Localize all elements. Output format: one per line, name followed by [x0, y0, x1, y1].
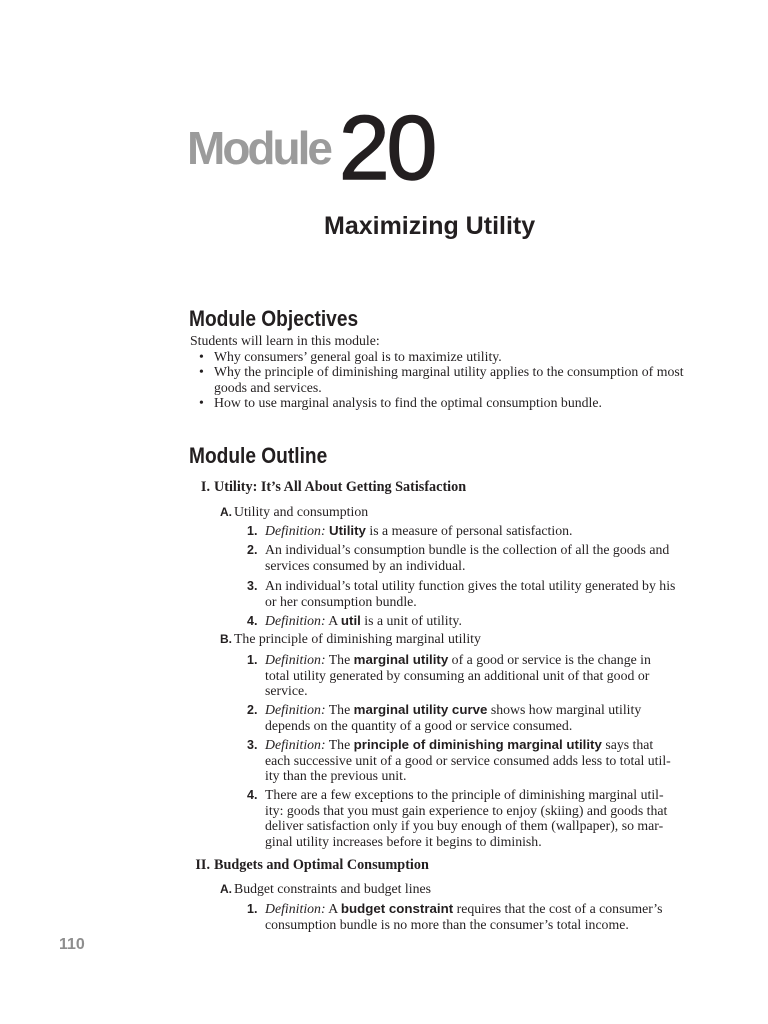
objectives-heading: Module Objectives — [189, 306, 359, 331]
definition-connector: A — [325, 901, 341, 916]
item-line — [265, 737, 671, 753]
module-number: 20 — [339, 98, 435, 199]
outline-item — [247, 523, 572, 540]
item-number: 1. — [247, 902, 258, 916]
item-line: An individual’s consumption bundle is the collection of all the goods and — [265, 542, 670, 557]
subsection-title: The principle of diminishing marginal utility — [234, 631, 481, 646]
item-line: There are a few exceptions to the principle of diminishing marginal util- — [265, 787, 664, 802]
item-line: total utility generated by consuming an additional unit of that good or — [265, 667, 650, 683]
item-line — [265, 901, 663, 917]
item-line: consumption bundle is no more than the consumer’s total income. — [265, 916, 629, 932]
definition-text: of a good or service is the change in — [448, 652, 651, 667]
definition-label: Definition: — [265, 523, 326, 538]
subsection-letter: A. — [220, 505, 232, 519]
page-number: 110 — [59, 936, 85, 953]
bullet-text: goods and services. — [214, 379, 322, 395]
item-line — [265, 652, 651, 668]
bullet-text: How to use marginal analysis to find the optimal consumption bundle. — [214, 395, 602, 411]
key-term: marginal utility — [353, 652, 449, 667]
item-line — [265, 523, 572, 539]
subsection-title: Utility and consumption — [234, 504, 369, 519]
objective-bullet — [199, 364, 684, 395]
item-line: deliver satisfaction only if you buy enough of them (wallpaper), so mar- — [265, 818, 664, 834]
outline-heading: Module Outline — [189, 443, 328, 468]
outline-subsection — [220, 881, 431, 898]
outline-item — [247, 702, 641, 733]
outline-section — [185, 858, 429, 874]
outline-item — [247, 901, 663, 932]
item-number: 4. — [247, 614, 258, 628]
section-numeral: II. — [195, 857, 210, 873]
item-line: ity: goods that you must gain experience to enjoy (skiing) and goods that — [265, 802, 668, 818]
subsection-title: Budget constraints and budget lines — [234, 881, 431, 896]
definition-label: Definition: — [265, 652, 326, 667]
outline-item — [247, 652, 651, 699]
outline-item — [247, 737, 671, 784]
key-term: Utility — [329, 523, 366, 538]
definition-label: Definition: — [265, 901, 326, 916]
item-line: depends on the quantity of a good or service consumed. — [265, 717, 573, 733]
item-number: 3. — [247, 738, 258, 752]
definition-connector: The — [325, 702, 354, 717]
subsection-letter: A. — [220, 882, 232, 896]
key-term: principle of diminishing marginal utility — [353, 737, 602, 752]
outline-item — [247, 578, 675, 609]
bullet-icon: • — [199, 364, 204, 380]
definition-text: requires that the cost of a consumer’s — [453, 901, 663, 916]
item-line: each successive unit of a good or service consumed adds less to total util- — [265, 752, 671, 768]
item-number: 3. — [247, 579, 258, 593]
outline-section — [185, 480, 466, 496]
outline-item — [247, 542, 669, 573]
outline-item — [247, 787, 667, 849]
item-line: or her consumption bundle. — [265, 593, 417, 609]
page-title: Maximizing Utility — [324, 212, 536, 240]
objective-bullet — [199, 395, 684, 411]
definition-text: says that — [601, 737, 654, 752]
objective-bullet — [199, 349, 684, 365]
item-number: 2. — [247, 543, 258, 557]
item-line — [265, 702, 641, 718]
bullet-icon: • — [199, 395, 204, 411]
item-line — [265, 613, 462, 629]
subsection-letter: B. — [220, 632, 232, 646]
definition-label: Definition: — [265, 737, 326, 752]
key-term: budget constraint — [340, 901, 454, 916]
definition-text: shows how marginal utility — [487, 702, 642, 717]
outline-subsection — [220, 504, 368, 521]
item-number: 4. — [247, 788, 258, 802]
item-line: An individual’s total utility function gives the total utility generated by his — [265, 578, 676, 593]
item-line: ginal utility increases before it begins to diminish. — [265, 833, 542, 849]
item-line: services consumed by an individual. — [265, 557, 466, 573]
definition-label: Definition: — [265, 613, 326, 628]
bullet-text: Why consumers’ general goal is to maximize utility. — [214, 348, 502, 364]
key-term: marginal utility curve — [353, 702, 488, 717]
outline-item — [247, 613, 462, 630]
item-number: 1. — [247, 653, 258, 667]
section-numeral: I. — [200, 479, 210, 495]
objectives-block — [190, 333, 684, 411]
definition-connector: The — [325, 737, 354, 752]
definition-text: is a measure of personal satisfaction. — [365, 523, 573, 538]
item-number: 1. — [247, 524, 258, 538]
bullet-text: Why the principle of diminishing marginal utility applies to the consumption of most — [214, 364, 684, 380]
outline-subsection — [220, 631, 481, 648]
definition-connector: A — [325, 613, 341, 628]
item-number: 2. — [247, 703, 258, 717]
item-line: ity than the previous unit. — [265, 768, 407, 784]
definition-connector: The — [325, 652, 354, 667]
module-label: Module — [187, 122, 330, 174]
objectives-intro: Students will learn in this module: — [190, 333, 380, 348]
key-term: util — [340, 613, 361, 628]
item-line: service. — [265, 683, 308, 699]
section-title: Budgets and Optimal Consumption — [214, 857, 429, 873]
definition-text: is a unit of utility. — [360, 613, 462, 628]
definition-label: Definition: — [265, 702, 326, 717]
section-title: Utility: It’s All About Getting Satisfaction — [214, 479, 467, 495]
bullet-icon: • — [199, 348, 204, 364]
